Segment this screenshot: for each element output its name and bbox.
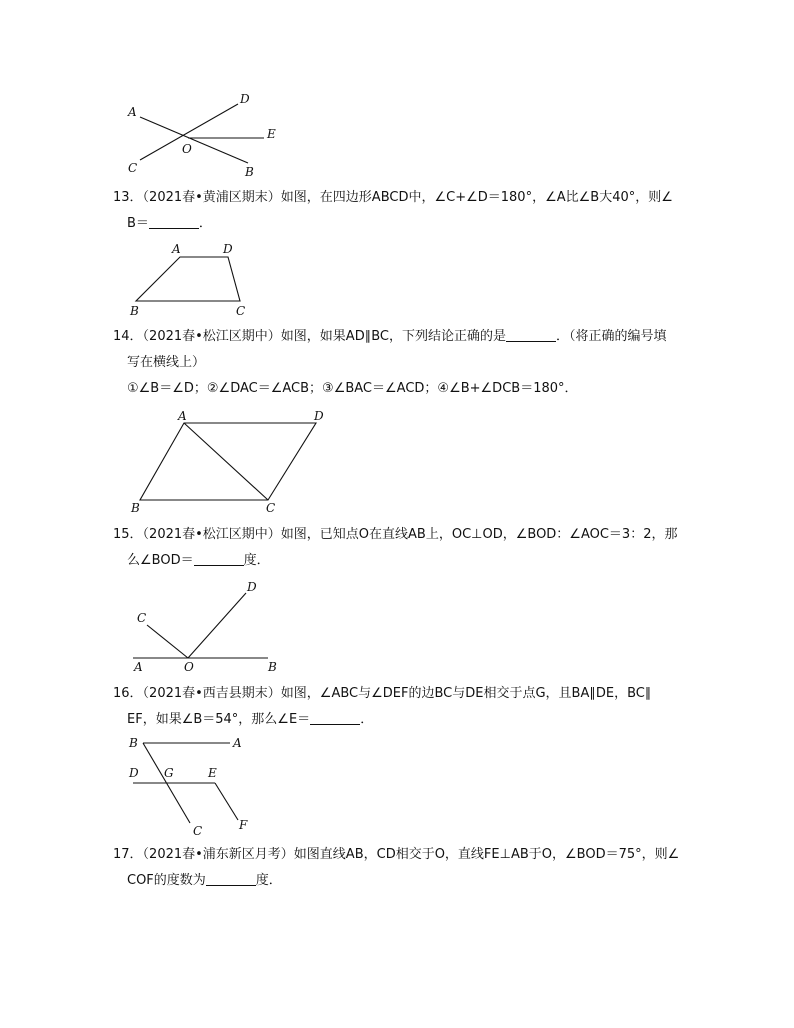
label-b: B [131,501,140,515]
label-c: C [137,611,147,625]
q13-period: ． [198,216,212,231]
q13-number: 13． [113,190,143,205]
parallelogram-abcd [140,423,316,500]
label-b: B [130,304,139,318]
label-d: D [247,580,257,594]
question-14 [113,324,693,402]
label-a: A [178,409,187,423]
q17-text-line2: COF的度数为 [127,873,206,888]
q14-number: 14． [113,329,143,344]
q17-text-line1: （2021春•浦东新区月考）如图直线AB，CD相交于O，直线FE⊥AB于O，∠BOD＝75°，则∠ [142,847,680,862]
q14-options: ①∠B＝∠D；②∠DAC＝∠ACB；③∠BAC＝∠ACD；④∠B+∠DCB＝180°． [127,381,578,396]
label-b: B [245,165,254,179]
label-a: A [128,105,137,119]
question-17 [113,842,693,894]
q14-text-line1: （2021春•松江区期中）如图，如果AD∥BC，下列结论正确的是 [142,329,506,344]
label-e: E [208,766,217,780]
label-b: B [129,736,138,750]
q17-answer-blank[interactable] [206,871,256,886]
q17-text-line2b: 度． [255,873,282,888]
label-c: C [128,161,138,175]
q14-answer-blank[interactable] [506,327,556,342]
label-a: A [172,242,181,256]
q15-text-line1: （2021春•松江区期中）如图，已知点O在直线AB上，OC⊥OD，∠BOD：∠AOC＝3：2，那 [142,527,678,542]
ray-oc [147,625,188,658]
label-d: D [223,242,233,256]
q13-text-line2: B＝ [127,216,149,231]
q16-answer-blank[interactable] [310,710,360,725]
quadrilateral-abcd [136,257,240,301]
label-g: G [164,766,174,780]
label-d: D [314,409,324,423]
q15-number: 15． [113,527,143,542]
label-d: D [240,92,250,106]
label-e: E [267,127,276,141]
q15-text-line2b: 度． [243,553,270,568]
label-c: C [266,501,276,515]
q16-number: 16． [113,686,143,701]
figure-q16 [0,730,794,840]
q15-text-line2: 么∠BOD＝ [127,553,194,568]
question-16 [113,681,693,733]
label-c: C [193,824,203,838]
q16-text-line2: EF，如果∠B＝54°，那么∠E＝ [127,712,311,727]
line-ab [140,117,248,163]
q16-text-line2b: ． [360,712,374,727]
q15-answer-blank[interactable] [194,551,244,566]
q13-text-line1: （2021春•黄浦区期末）如图，在四边形ABCD中，∠C+∠D＝180°，∠A比∠B大40°，则∠ [142,190,673,205]
question-15 [113,522,693,574]
label-b: B [268,660,277,674]
q13-answer-blank[interactable] [149,214,199,229]
label-a: A [233,736,242,750]
figure-q14 [0,405,794,515]
label-o: O [182,142,192,156]
label-a: A [134,660,143,674]
label-f: F [239,818,248,832]
q14-text-line2: 写在横线上） [127,355,206,370]
figure-q15 [0,575,794,675]
label-o: O [184,660,194,674]
question-13 [113,185,693,237]
figure-q12 [0,0,794,190]
ray-od [188,593,246,658]
q16-text-line1: （2021春•西吉县期末）如图，∠ABC与∠DEF的边BC与DE相交于点G，且BA∥DE，BC∥ [142,686,652,701]
label-d: D [129,766,139,780]
q14-text-line1b: ．（将正确的编号填 [555,329,667,344]
q17-number: 17． [113,847,143,862]
label-c: C [236,304,246,318]
figure-q13 [0,235,794,325]
ray-ef [215,783,238,820]
diagonal-ac [184,423,268,500]
